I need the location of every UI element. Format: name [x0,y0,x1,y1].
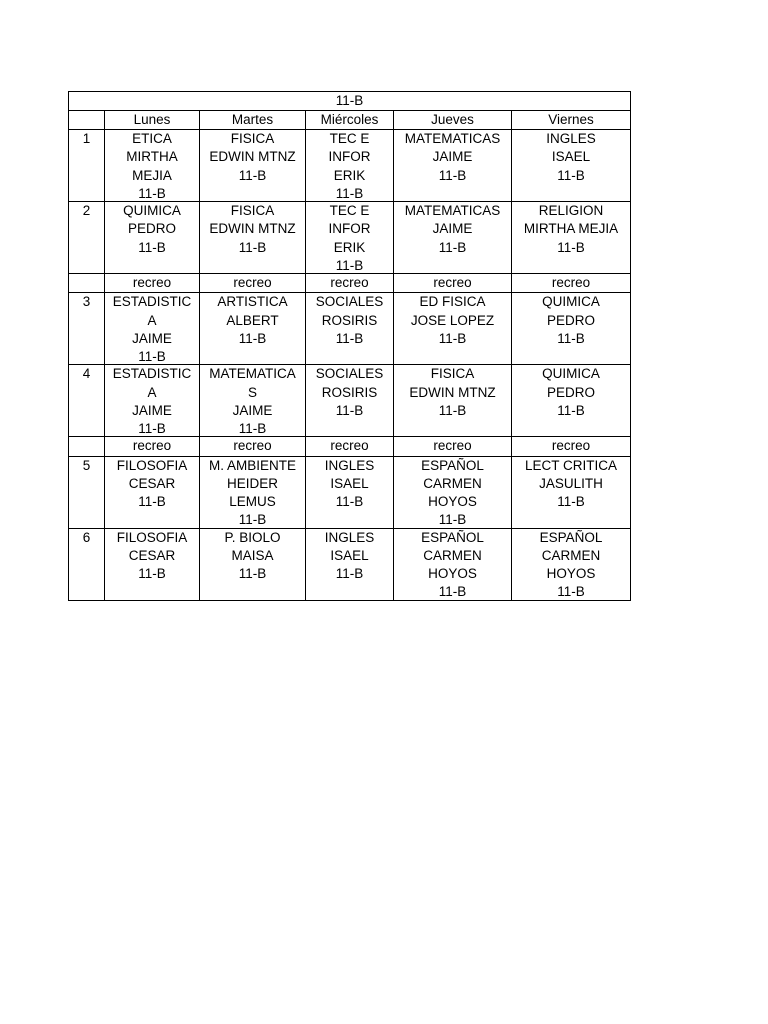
class-cell [105,365,200,437]
cell-line: ESTADISTIC [112,294,192,310]
break-row [69,274,631,293]
cell-line: A [147,384,157,400]
cell-line: TEC E [329,203,370,218]
schedule-body [69,92,631,601]
cell-content [200,457,305,528]
cell-content [306,274,393,292]
cell-line: FISICA [230,203,275,218]
break-label: recreo [551,438,591,454]
cell-line: CESAR [128,547,176,563]
cell-line: 11-B [138,349,166,365]
cell-content [105,130,199,201]
class-cell [394,293,512,365]
class-cell [105,456,200,528]
cell-line: 11-B [438,584,467,600]
cell-content [200,274,305,292]
cell-content [105,365,199,436]
class-cell [306,528,394,600]
break-cell [512,437,631,456]
cell-line: EDWIN MTNZ [209,221,296,237]
break-cell [105,437,200,456]
cell-line: M. AMBIENTE [208,457,296,473]
break-cell [512,274,631,293]
cell-line: MIRTHA [126,149,178,165]
cell-content [306,130,393,201]
cell-content [200,202,305,273]
cell-line: 11-B [438,167,467,183]
break-label: recreo [433,275,472,290]
cell-line: HOYOS [428,494,477,510]
cell-content [394,130,511,201]
cell-line: JAIME [432,221,473,237]
break-label: recreo [233,438,272,454]
cell-line: MAISA [231,547,274,563]
cell-content [512,202,630,273]
cell-line: A [147,312,157,328]
cell-content [200,293,305,364]
break-label: recreo [551,275,591,290]
cell-line: ESPAÑOL [421,529,484,545]
cell-line: JAIME [432,149,473,165]
class-cell [512,293,631,365]
cell-line: S [247,384,257,400]
period-number-text: 1 [82,131,91,146]
break-label: recreo [132,438,172,454]
class-cell [512,130,631,202]
period-number-text: 4 [82,366,91,382]
period-number-text: 2 [82,203,91,218]
cell-line: EDWIN MTNZ [409,384,496,400]
day-header: Viernes [512,111,631,130]
class-cell [200,293,306,365]
cell-line: CARMEN [423,475,482,491]
cell-line: HOYOS [428,566,477,582]
cell-content [394,365,511,436]
class-cell [394,202,512,274]
cell-line: 11-B [557,494,585,510]
break-cell [306,437,394,456]
cell-content [394,529,511,600]
cell-line: QUIMICA [542,294,600,310]
break-label: recreo [233,275,272,290]
day-header: Lunes [105,111,200,130]
cell-line: 11-B [138,566,166,582]
cell-line: JAIME [132,330,172,346]
period-row [69,202,631,274]
cell-line: 11-B [138,185,166,201]
class-cell [200,528,306,600]
cell-line: ERIK [333,167,366,183]
period-number [69,365,105,437]
period-number [69,130,105,202]
period-row [69,130,631,202]
cell-line: LEMUS [229,494,276,510]
cell-content [105,437,199,455]
cell-content [512,293,630,364]
class-cell [306,293,394,365]
cell-content [105,293,199,364]
cell-line: FILOSOFIA [116,457,188,473]
day-header: Miércoles [306,111,394,130]
cell-line: ERIK [333,239,366,255]
break-row [69,437,631,456]
class-cell [105,202,200,274]
cell-line: 11-B [335,257,364,273]
cell-line: MEJIA [132,167,172,183]
cell-content [512,457,630,528]
cell-content [200,365,305,436]
cell-content [306,437,393,455]
cell-content [512,437,630,455]
cell-content [105,529,199,600]
cell-line: MATEMATICAS [404,203,501,218]
cell-content [306,529,393,600]
cell-line: TEC E [329,131,370,146]
cell-line: 11-B [557,239,585,255]
cell-content [512,365,630,436]
break-label: recreo [132,275,172,290]
class-cell [512,528,631,600]
cell-line: ESPAÑOL [421,457,484,473]
class-cell [394,365,512,437]
period-number-text: 3 [82,294,91,310]
cell-content [394,274,511,292]
cell-line: INFOR [328,221,371,237]
cell-content [306,202,393,273]
cell-line: ALBERT [226,312,279,328]
cell-line: CARMEN [541,547,601,563]
cell-line: PEDRO [547,384,596,400]
cell-line: CESAR [128,475,176,491]
class-cell [105,130,200,202]
cell-content [200,437,305,455]
day-header: Martes [200,111,306,130]
period-row [69,293,631,365]
break-cell [306,274,394,293]
cell-line: ED FISICA [419,294,486,310]
cell-content [512,529,630,600]
break-cell [200,437,306,456]
cell-line: 11-B [238,167,267,183]
corner-cell [69,111,105,130]
period-row [69,365,631,437]
period-number [69,293,105,365]
cell-line: 11-B [138,494,166,510]
cell-line: ISAEL [330,475,369,491]
cell-line: 11-B [557,402,585,418]
cell-line: ISAEL [551,149,591,165]
cell-line: 11-B [138,421,166,437]
class-cell [512,456,631,528]
cell-line: FISICA [230,131,275,146]
cell-line: HEIDER [226,475,278,491]
cell-content [394,293,511,364]
cell-line: 11-B [335,330,364,346]
cell-line: SOCIALES [315,294,384,310]
break-cell [394,437,512,456]
cell-content [105,202,199,273]
cell-line: MIRTHA MEJIA [523,221,619,237]
cell-line: 11-B [335,566,364,582]
cell-line: HOYOS [546,566,596,582]
cell-line: PEDRO [547,312,596,328]
class-cell [200,202,306,274]
cell-line: JASULITH [539,475,603,491]
cell-line: MATEMATICAS [404,131,501,146]
cell-line: 11-B [557,167,585,183]
break-label: recreo [433,438,472,454]
title-row [69,92,631,111]
class-cell [512,202,631,274]
cell-line: ESTADISTIC [112,366,192,382]
cell-line: INFOR [328,149,371,165]
cell-line: QUIMICA [542,366,600,382]
class-cell [394,528,512,600]
cell-line: INGLES [546,131,596,146]
period-number-text: 6 [82,529,91,545]
class-cell [512,365,631,437]
cell-line: ESPAÑOL [539,529,603,545]
class-cell [306,202,394,274]
break-label: recreo [330,275,369,290]
cell-line: INGLES [324,457,375,473]
class-cell [200,456,306,528]
period-number [69,528,105,600]
cell-content [200,130,305,201]
cell-line: 11-B [335,494,364,510]
cell-line: 11-B [438,330,467,346]
cell-line: 11-B [438,512,467,528]
cell-line: SOCIALES [315,366,384,382]
schedule-title: 11-B [69,92,631,111]
cell-line: ROSIRIS [321,384,378,400]
cell-line: JOSE LOPEZ [410,312,495,328]
class-cell [200,130,306,202]
cell-line: P. BIOLO [224,529,281,545]
cell-content [512,274,630,292]
class-cell [105,528,200,600]
cell-line: RELIGION [538,203,604,218]
period-number [69,202,105,274]
class-cell [200,365,306,437]
cell-line: ROSIRIS [321,312,378,328]
cell-line: MATEMATICA [209,366,296,382]
cell-line: 11-B [557,330,585,346]
break-cell [200,274,306,293]
cell-line: 11-B [557,584,585,600]
cell-line: ISAEL [330,547,369,563]
cell-content [105,457,199,528]
cell-line: ETICA [132,131,172,146]
period-row [69,528,631,600]
break-label: recreo [330,438,369,454]
cell-line: FISICA [430,366,475,382]
cell-line: 11-B [138,239,166,255]
cell-line: CARMEN [423,547,482,563]
cell-line: 11-B [438,239,467,255]
cell-line: PEDRO [127,221,176,237]
cell-content [306,293,393,364]
cell-content [306,365,393,436]
cell-line: EDWIN MTNZ [209,149,296,165]
schedule-table [68,91,631,601]
cell-line: INGLES [324,529,375,545]
cell-content [512,130,630,201]
class-cell [394,456,512,528]
cell-content [200,529,305,600]
cell-line: 11-B [238,239,267,255]
class-cell [394,130,512,202]
class-cell [306,456,394,528]
cell-content [306,457,393,528]
cell-line: 11-B [438,402,467,418]
cell-content [394,202,511,273]
cell-line: 11-B [238,566,267,582]
cell-line: 11-B [335,402,364,418]
cell-content [394,457,511,528]
cell-content [394,437,511,455]
cell-line: 11-B [238,330,267,346]
class-cell [105,293,200,365]
cell-content [105,274,199,292]
header-row [69,111,631,130]
cell-line: 11-B [238,421,267,437]
period-number-text: 5 [82,457,91,473]
cell-line: QUIMICA [123,203,181,218]
cell-line: JAIME [232,402,273,418]
period-number [69,437,105,456]
period-number [69,274,105,293]
break-cell [394,274,512,293]
period-number [69,456,105,528]
cell-line: 11-B [335,185,364,201]
cell-line: 11-B [238,512,267,528]
cell-line: ARTISTICA [217,294,288,310]
class-cell [306,130,394,202]
cell-line: LECT CRITICA [525,457,618,473]
period-row [69,456,631,528]
day-header: Jueves [394,111,512,130]
class-cell [306,365,394,437]
cell-line: JAIME [132,402,172,418]
break-cell [105,274,200,293]
cell-line: FILOSOFIA [116,529,188,545]
